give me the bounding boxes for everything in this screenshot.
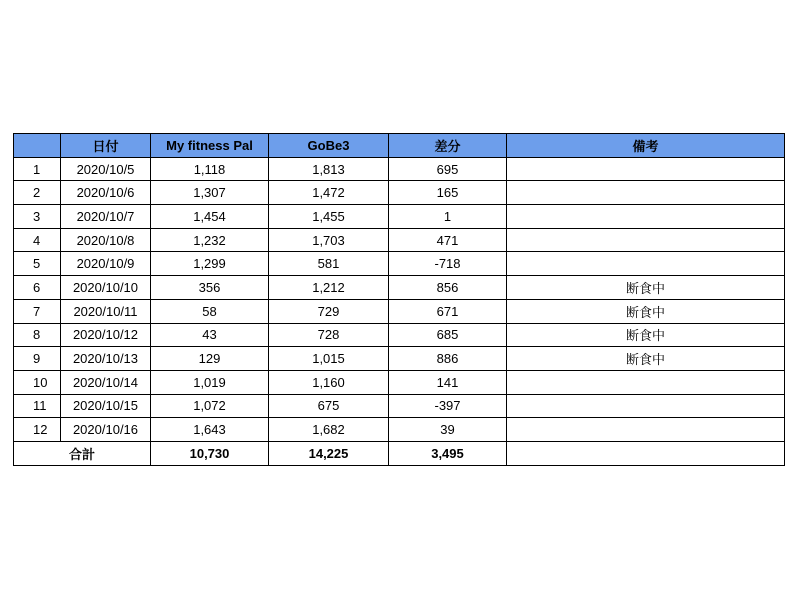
cell-index: 8 bbox=[14, 323, 61, 347]
cell-index: 4 bbox=[14, 228, 61, 252]
total-label: 合計 bbox=[14, 441, 151, 465]
cell-my-fitness-pal: 1,232 bbox=[151, 228, 269, 252]
cell-my-fitness-pal: 1,072 bbox=[151, 394, 269, 418]
cell-index: 9 bbox=[14, 347, 61, 371]
cell-my-fitness-pal: 1,118 bbox=[151, 157, 269, 181]
header-gobe3: GoBe3 bbox=[269, 134, 389, 158]
cell-difference: 695 bbox=[389, 157, 507, 181]
header-my-fitness-pal: My fitness Pal bbox=[151, 134, 269, 158]
cell-notes bbox=[507, 157, 785, 181]
cell-difference: 1 bbox=[389, 205, 507, 229]
cell-index: 1 bbox=[14, 157, 61, 181]
cell-my-fitness-pal: 1,299 bbox=[151, 252, 269, 276]
cell-gobe3: 581 bbox=[269, 252, 389, 276]
cell-difference: 886 bbox=[389, 347, 507, 371]
cell-notes: 断食中 bbox=[507, 323, 785, 347]
table-row bbox=[14, 276, 785, 300]
table-row bbox=[14, 205, 785, 229]
cell-gobe3: 1,813 bbox=[269, 157, 389, 181]
cell-date: 2020/10/16 bbox=[61, 418, 151, 442]
cell-difference: -397 bbox=[389, 394, 507, 418]
cell-my-fitness-pal: 1,454 bbox=[151, 205, 269, 229]
cell-notes bbox=[507, 205, 785, 229]
table-row bbox=[14, 370, 785, 394]
cell-index: 11 bbox=[14, 394, 61, 418]
cell-my-fitness-pal: 1,019 bbox=[151, 370, 269, 394]
cell-notes: 断食中 bbox=[507, 299, 785, 323]
cell-gobe3: 729 bbox=[269, 299, 389, 323]
cell-notes bbox=[507, 418, 785, 442]
cell-difference: 141 bbox=[389, 370, 507, 394]
header-row bbox=[14, 134, 785, 158]
cell-difference: -718 bbox=[389, 252, 507, 276]
table-row bbox=[14, 228, 785, 252]
cell-my-fitness-pal: 58 bbox=[151, 299, 269, 323]
cell-date: 2020/10/9 bbox=[61, 252, 151, 276]
cell-date: 2020/10/11 bbox=[61, 299, 151, 323]
cell-gobe3: 1,160 bbox=[269, 370, 389, 394]
calorie-comparison-table bbox=[13, 133, 785, 466]
header-notes: 備考 bbox=[507, 134, 785, 158]
cell-index: 5 bbox=[14, 252, 61, 276]
cell-gobe3: 1,472 bbox=[269, 181, 389, 205]
table-row bbox=[14, 157, 785, 181]
cell-my-fitness-pal: 129 bbox=[151, 347, 269, 371]
cell-index: 10 bbox=[14, 370, 61, 394]
header-difference: 差分 bbox=[389, 134, 507, 158]
cell-gobe3: 728 bbox=[269, 323, 389, 347]
cell-my-fitness-pal: 356 bbox=[151, 276, 269, 300]
cell-date: 2020/10/7 bbox=[61, 205, 151, 229]
cell-difference: 671 bbox=[389, 299, 507, 323]
cell-difference: 39 bbox=[389, 418, 507, 442]
cell-gobe3: 675 bbox=[269, 394, 389, 418]
header-date: 日付 bbox=[61, 134, 151, 158]
cell-index: 6 bbox=[14, 276, 61, 300]
cell-notes: 断食中 bbox=[507, 276, 785, 300]
cell-index: 2 bbox=[14, 181, 61, 205]
table-row bbox=[14, 181, 785, 205]
table-row bbox=[14, 252, 785, 276]
cell-difference: 471 bbox=[389, 228, 507, 252]
cell-gobe3: 1,703 bbox=[269, 228, 389, 252]
cell-my-fitness-pal: 43 bbox=[151, 323, 269, 347]
cell-date: 2020/10/5 bbox=[61, 157, 151, 181]
cell-notes: 断食中 bbox=[507, 347, 785, 371]
cell-gobe3: 1,682 bbox=[269, 418, 389, 442]
cell-my-fitness-pal: 1,643 bbox=[151, 418, 269, 442]
table-row bbox=[14, 394, 785, 418]
cell-difference: 685 bbox=[389, 323, 507, 347]
table-row bbox=[14, 347, 785, 371]
cell-difference: 856 bbox=[389, 276, 507, 300]
cell-my-fitness-pal: 1,307 bbox=[151, 181, 269, 205]
cell-notes bbox=[507, 181, 785, 205]
cell-date: 2020/10/15 bbox=[61, 394, 151, 418]
table-row bbox=[14, 418, 785, 442]
total-gobe3: 14,225 bbox=[269, 441, 389, 465]
table-row bbox=[14, 323, 785, 347]
cell-date: 2020/10/8 bbox=[61, 228, 151, 252]
cell-notes bbox=[507, 394, 785, 418]
header-index bbox=[14, 134, 61, 158]
cell-difference: 165 bbox=[389, 181, 507, 205]
cell-date: 2020/10/14 bbox=[61, 370, 151, 394]
cell-notes bbox=[507, 370, 785, 394]
total-my-fitness-pal: 10,730 bbox=[151, 441, 269, 465]
total-notes bbox=[507, 441, 785, 465]
cell-notes bbox=[507, 228, 785, 252]
cell-index: 3 bbox=[14, 205, 61, 229]
cell-gobe3: 1,015 bbox=[269, 347, 389, 371]
total-row bbox=[14, 441, 785, 465]
cell-gobe3: 1,455 bbox=[269, 205, 389, 229]
table-row bbox=[14, 299, 785, 323]
cell-date: 2020/10/6 bbox=[61, 181, 151, 205]
cell-gobe3: 1,212 bbox=[269, 276, 389, 300]
cell-index: 7 bbox=[14, 299, 61, 323]
cell-date: 2020/10/12 bbox=[61, 323, 151, 347]
cell-date: 2020/10/10 bbox=[61, 276, 151, 300]
cell-date: 2020/10/13 bbox=[61, 347, 151, 371]
total-difference: 3,495 bbox=[389, 441, 507, 465]
cell-notes bbox=[507, 252, 785, 276]
cell-index: 12 bbox=[14, 418, 61, 442]
